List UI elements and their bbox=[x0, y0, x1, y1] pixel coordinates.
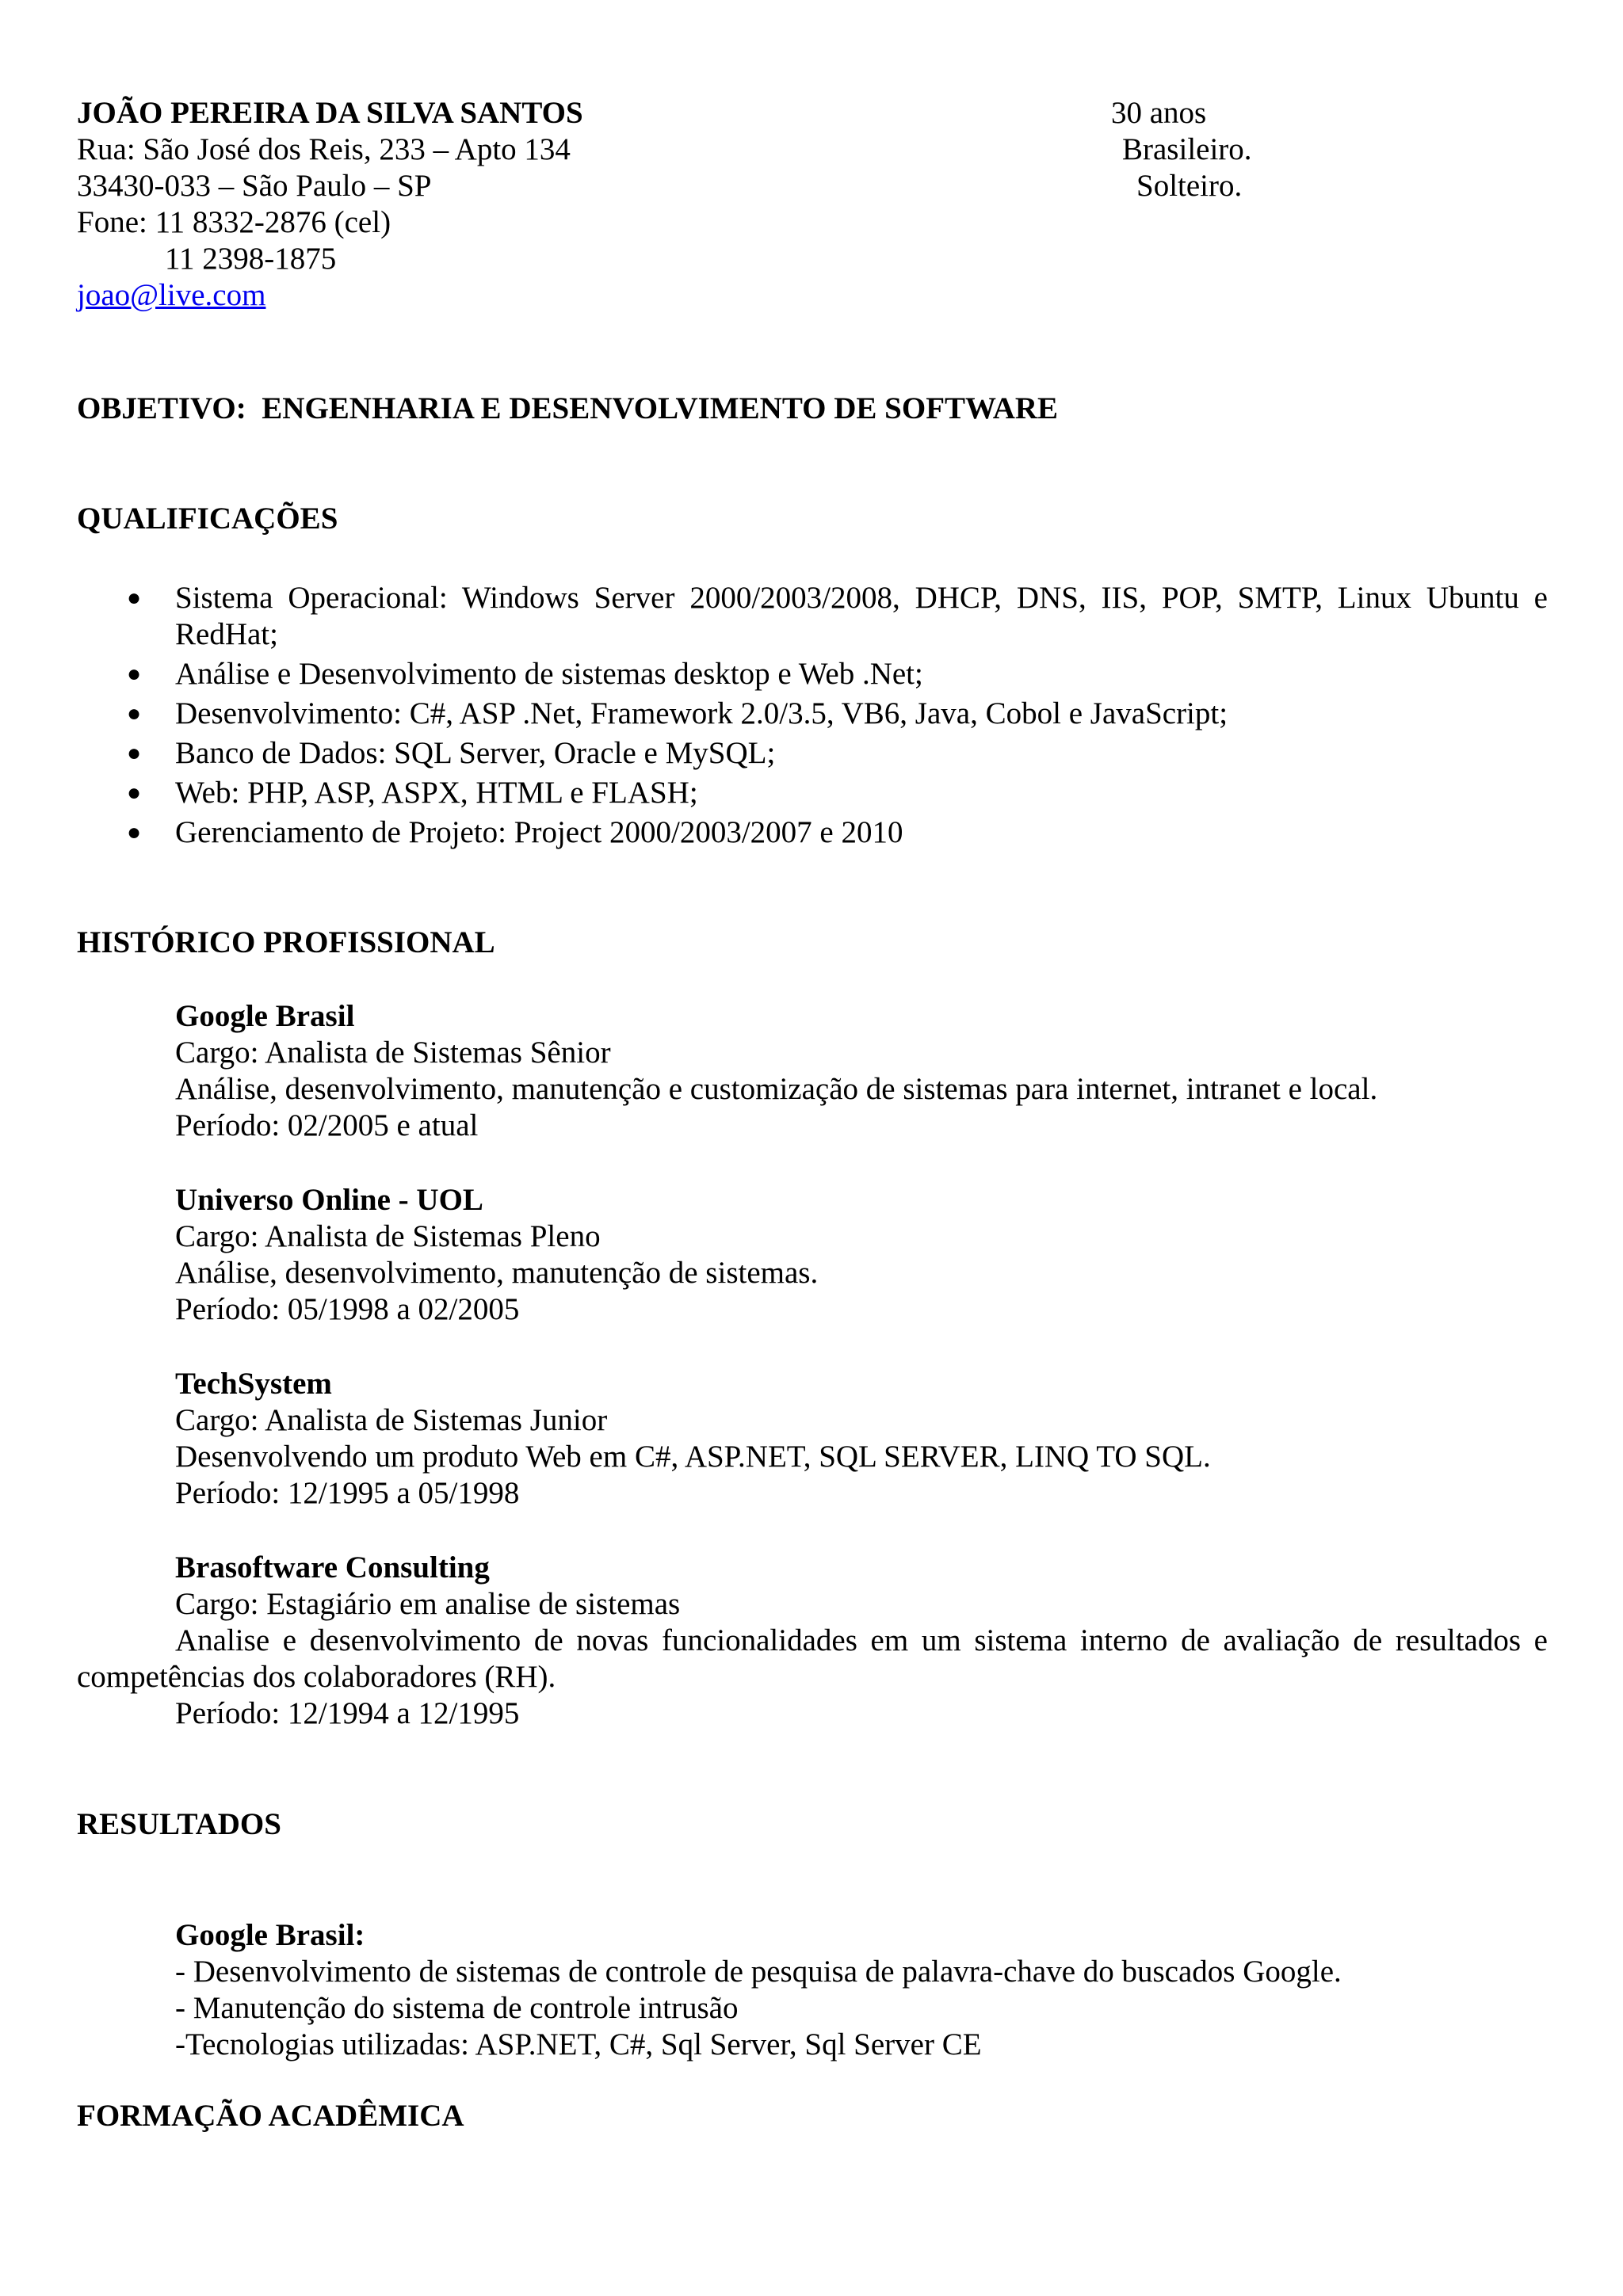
job-description: Análise, desenvolvimento, manutenção de sistemas. bbox=[175, 1256, 819, 1290]
job-company: Google Brasil bbox=[175, 999, 355, 1033]
nationality-text: Brasileiro. bbox=[1122, 132, 1252, 166]
qualification-item: Sistema Operacional: Windows Server 2000/2003/2008, DHCP, DNS, IIS, POP, SMTP, Linux Ubuntu e RedHat; bbox=[175, 581, 1548, 651]
job-period: Período: 02/2005 e atual bbox=[175, 1108, 479, 1142]
bullet-icon: ● bbox=[127, 585, 142, 611]
candidate-name: JOÃO PEREIRA DA SILVA SANTOS bbox=[77, 96, 583, 130]
job-description: Desenvolvendo um produto Web em C#, ASP.NET, SQL SERVER, LINQ TO SQL. bbox=[175, 1440, 1211, 1474]
job-role: Cargo: Estagiário em analise de sistemas bbox=[175, 1587, 681, 1621]
qualification-item: Desenvolvimento: C#, ASP .Net, Framework 2.0/3.5, VB6, Java, Cobol e JavaScript; bbox=[175, 696, 1228, 730]
bullet-icon: ● bbox=[127, 661, 142, 687]
address-line: Rua: São José dos Reis, 233 – Apto 134 bbox=[77, 132, 571, 166]
job-company: TechSystem bbox=[175, 1367, 332, 1401]
city-line: 33430-033 – São Paulo – SP bbox=[77, 169, 432, 203]
objective-heading bbox=[77, 391, 1058, 427]
qualification-item: Banco de Dados: SQL Server, Oracle e MySQL; bbox=[175, 736, 776, 770]
job-period: Período: 05/1998 a 02/2005 bbox=[175, 1292, 520, 1326]
job-company: Universo Online - UOL bbox=[175, 1183, 483, 1217]
age-text: 30 anos bbox=[1111, 96, 1207, 130]
qualification-item: Web: PHP, ASP, ASPX, HTML e FLASH; bbox=[175, 776, 698, 810]
bullet-icon: ● bbox=[127, 780, 142, 806]
qualifications-heading: QUALIFICAÇÕES bbox=[77, 502, 338, 536]
results-heading: RESULTADOS bbox=[77, 1807, 281, 1841]
results-item: - Desenvolvimento de sistemas de controle de pesquisa de palavra-chave do buscados Google. bbox=[175, 1955, 1342, 1989]
job-period: Período: 12/1994 a 12/1995 bbox=[175, 1696, 520, 1730]
bullet-icon: ● bbox=[127, 700, 142, 727]
phone-line-1: Fone: 11 8332-2876 (cel) bbox=[77, 205, 391, 239]
phone-line-2: 11 2398-1875 bbox=[165, 242, 337, 276]
job-role: Cargo: Analista de Sistemas Junior bbox=[175, 1403, 608, 1437]
qualification-item: Análise e Desenvolvimento de sistemas desktop e Web .Net; bbox=[175, 657, 923, 691]
results-company: Google Brasil: bbox=[175, 1918, 365, 1952]
job-role: Cargo: Analista de Sistemas Sênior bbox=[175, 1035, 611, 1070]
job-period: Período: 12/1995 a 05/1998 bbox=[175, 1476, 520, 1510]
job-description: Analise e desenvolvimento de novas funcionalidades em um sistema interno de avaliação de resultados e competências dos colaboradores (RH). bbox=[77, 1623, 1548, 1694]
qualification-item: Gerenciamento de Projeto: Project 2000/2003/2007 e 2010 bbox=[175, 815, 903, 849]
results-item: -Tecnologias utilizadas: ASP.NET, C#, Sql Server, Sql Server CE bbox=[175, 2027, 982, 2061]
objective-label: OBJETIVO: bbox=[77, 391, 246, 425]
job-company: Brasoftware Consulting bbox=[175, 1550, 490, 1585]
email-link[interactable]: joao@live.com bbox=[77, 278, 266, 312]
education-heading: FORMAÇÃO ACADÊMICA bbox=[77, 2099, 464, 2133]
job-description: Análise, desenvolvimento, manutenção e customização de sistemas para internet, intranet e local. bbox=[175, 1072, 1378, 1106]
results-item: - Manutenção do sistema de controle intrusão bbox=[175, 1991, 739, 2025]
bullet-icon: ● bbox=[127, 740, 142, 766]
job-role: Cargo: Analista de Sistemas Pleno bbox=[175, 1219, 601, 1253]
bullet-icon: ● bbox=[127, 819, 142, 845]
objective-value: ENGENHARIA E DESENVOLVIMENTO DE SOFTWARE bbox=[262, 391, 1059, 425]
marital-status-text: Solteiro. bbox=[1136, 169, 1243, 203]
history-heading: HISTÓRICO PROFISSIONAL bbox=[77, 925, 495, 959]
